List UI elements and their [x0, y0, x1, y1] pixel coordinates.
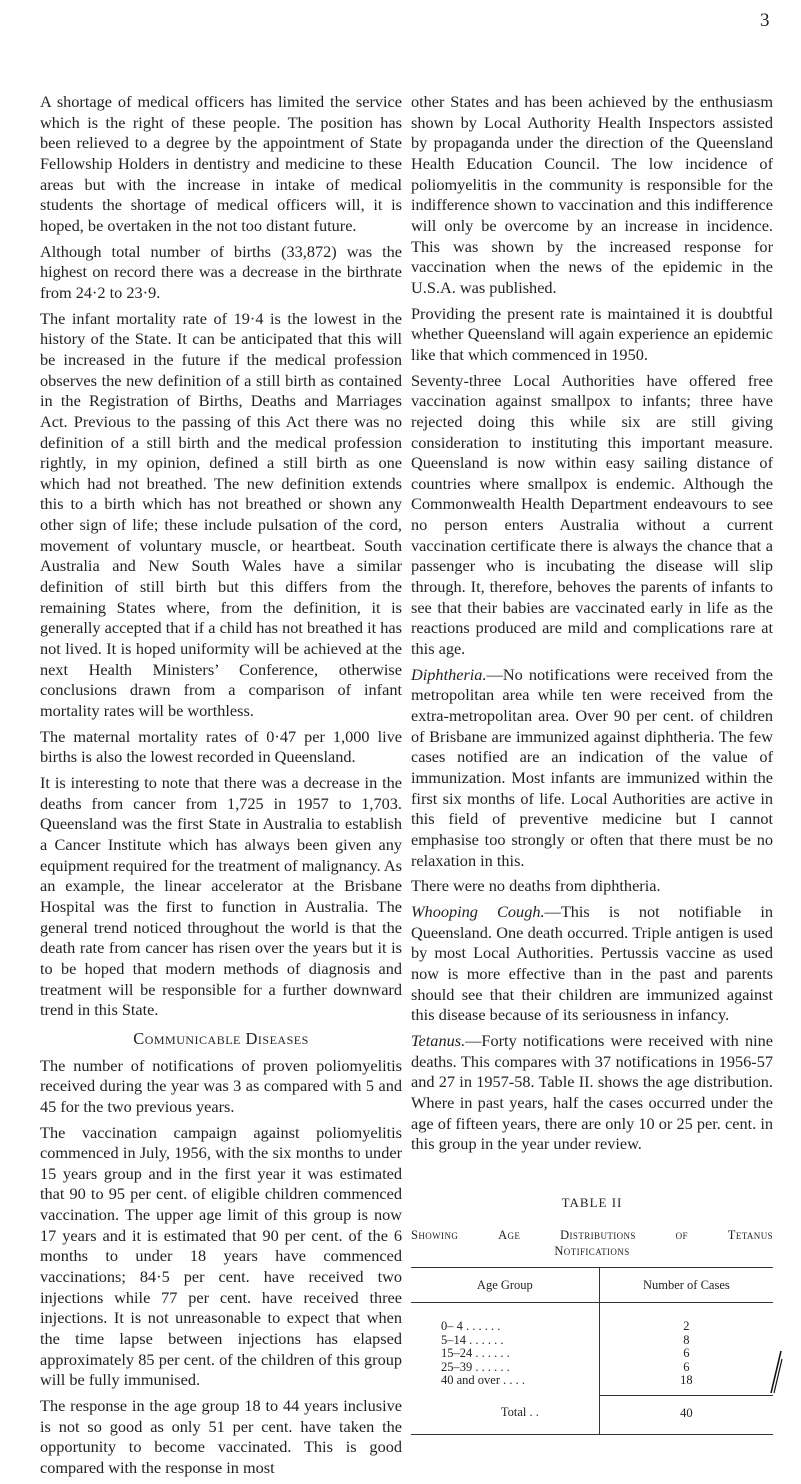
paragraph-diphtheria — [411, 665, 773, 872]
paragraph-infant-mortality: The infant mortality rate of 19·4 is the lowest in the history of the State. It can be anticipated that this will be increased in the future if the medical profession observes the new definition of a still birth as contained in the Registration of Births, Deaths and Marriages Act. Previous to the passing of this Act there was no definition of a still birth and the medical profession rightly, in my opinion, defined a still birth as one which had not breathed. The new definition extends this to a birth which has not breathed or shown any other sign of life; these include pulsation of the cord, movement of voluntary muscle, or heartbeat. South Australia and New South Wales have a similar definition of still birth but this differs from the remaining States where, from the definition, it is generally accepted that if a child has not breathed it has not lived. It is hoped uniformity will be achieved at the next Health Ministers’ Conference, otherwise conclusions drawn from a comparison of infant mortality rates will be worthless. — [40, 308, 402, 721]
caption-word: of — [675, 1228, 688, 1243]
corner-mark-icon — [769, 1349, 783, 1395]
caption-line-2: Notifications — [554, 1244, 630, 1259]
paragraph-polio-vaccination: The vaccination campaign against poliomyelitis commenced in July, 1956, with the six months to under 15 years group and in the first year it was estimated that 90 to 95 per cent. of eligible children commenced vaccination. The upper age limit of this group is now 17 years and it is estimated that 90 per cent. of the 6 months to under 18 years have commenced vaccinations; 84·5 per cent. have received two injections while 77 per cent. have received three injections. It is not unreasonable to expect that when the time lapse between injections has elapsed approximately 85 per cent. of the children of this group will be fully immunised. — [40, 1122, 402, 1390]
cases-cell: 8 — [683, 1332, 690, 1347]
total-label: Total . . — [500, 1404, 539, 1419]
cases-cell: 6 — [683, 1346, 690, 1361]
whooping-text: —This is not notifiable in Queensland. One death occurred. Triple antigen is used by most Local Authorities. Pertussis vaccine as used now is more effective than in the past and parents should see that their children are immunized against this disease because of its seriousness in infancy. — [411, 901, 773, 1025]
paragraph-whooping-cough — [411, 902, 773, 1026]
paragraph-cancer: It is interesting to note that there was a decrease in the deaths from cancer from 1,725 in 1957 to 1,703. Queensland was the first State in Australia to establish a Cancer Institute which has always been given any equipment required for the treatment of malignancy. As an example, the linear accelerator at the Brisbane Hospital was the first to function in Australia. The general trend noticed throughout the world is that the death rate from cancer has risen over the years but it is to be hoped that modern methods of diagnosis and treatment will be responsible for a further downward trend in this State. — [40, 773, 402, 1020]
tetanus-age-table — [411, 1267, 773, 1435]
page-number: 3 — [760, 10, 770, 31]
whooping-lead: Whooping Cough. — [411, 901, 545, 921]
age-cell: 40 and over . . . . — [441, 1373, 526, 1388]
paragraph-epidemic: Providing the present rate is maintained it is doubtful whether Queensland will again experience an epidemic like that which commenced in 1950. — [411, 303, 773, 364]
table-title: TABLE II — [561, 1194, 623, 1210]
total-value: 40 — [600, 1395, 773, 1434]
paragraph-other-states: other States and has been achieved by the enthusiasm shown by Local Authority Health Inspectors assisted by propaganda under the direction of the Queensland Health Education Council. The low incidence of poliomyelitis in the community is responsible for the indifference shown to vaccination and this indifference will only be overcome by an increase in incidence. This was shown by the increased response for vaccination when the news of the epidemic in the U.S.A. was published. — [411, 92, 773, 297]
header-age-group: Age Group — [411, 1268, 599, 1303]
paragraph-polio-response: The response in the age group 18 to 44 years inclusive is not so good as only 51 per cent. have taken the opportunity to become vaccinated. This is good compared with the response in most — [40, 1396, 402, 1477]
right-column — [411, 92, 773, 1435]
left-column — [40, 92, 402, 1484]
age-cell: 5–14 . . . . . . — [441, 1332, 504, 1347]
tetanus-text: —Forty notifications were received with nine deaths. This compares with 37 notifications in 1956-57 and 27 in 1957-58. Table II. shows the age distribution. Where in past years, half the cases occurred under the age of fifteen years, there are only 10 or 25 per. cent. in this group in the year under review. — [411, 1030, 773, 1154]
cases-cell: 2 — [683, 1319, 690, 1334]
age-cell: 0– 4 . . . . . . — [441, 1319, 501, 1334]
section-heading-communicable-diseases: Communicable Diseases — [133, 1028, 309, 1048]
table-caption — [411, 1227, 773, 1259]
paragraph-maternal-mortality: The maternal mortality rates of 0·47 per 1,000 live births is also the lowest recorded in Queensland. — [40, 726, 402, 767]
age-cell: 25–39 . . . . . . — [441, 1359, 510, 1374]
paragraph-smallpox: Seventy-three Local Authorities have offered free vaccination against smallpox to infants; three have rejected doing this while six are still giving consideration to instituting this important measure. Queensland is now within easy sailing distance of countries where smallpox is endemic. Although the Commonwealth Health Department endeavours to see no person enters Australia without a current vaccination certificate there is always the chance that a passenger who is incubating the disease will slip through. It, therefore, behoves the parents of infants to see that their babies are vaccinated early in life as the reactions produced are mild and complications rare at this age. — [411, 370, 773, 659]
paragraph-no-deaths: There were no deaths from diphtheria. — [411, 876, 661, 896]
paragraph-polio-notifications: The number of notifications of proven poliomyelitis received during the year was 3 as compared with 5 and 45 for the two previous years. — [40, 1055, 402, 1116]
cases-cell: 18 — [680, 1373, 693, 1388]
header-number-of-cases: Number of Cases — [599, 1268, 773, 1303]
paragraph-births: Although total number of births (33,872) was the highest on record there was a decrease in the birthrate from 24·2 to 23·9. — [40, 241, 402, 302]
diphtheria-lead: Diphtheria. — [411, 664, 487, 684]
caption-word: Distributions — [560, 1228, 636, 1243]
cases-cell: 6 — [683, 1359, 690, 1374]
caption-word: Age — [498, 1228, 521, 1243]
paragraph-tetanus — [411, 1031, 773, 1155]
diphtheria-text: —No notifications were received from the metropolitan area while ten were received from the extra-metropolitan area. Over 90 per cent. of children of Brisbane are immunized against diphtheria. The few cases notified are an indication of the value of immunization. Most infants are immunized within the first six months of life. Local Authorities are active in this field of preventive medicine but I cannot emphasise too strongly or often that there must be no relaxation in this. — [411, 664, 773, 870]
tetanus-lead: Tetanus. — [411, 1030, 466, 1050]
caption-word: Tetanus — [727, 1228, 773, 1243]
caption-word: Showing — [411, 1228, 459, 1243]
paragraph-medical-officers: A shortage of medical officers has limited the service which is the right of these people. The position has been relieved to a degree by the appointment of State Fellowship Holders in dentistry and medicine to these areas but with the increase in intake of medical students the shortage of medical officers will, it is hoped, be overtaken in the not too distant future. — [40, 92, 402, 235]
age-cell: 15–24 . . . . . . — [441, 1346, 510, 1361]
